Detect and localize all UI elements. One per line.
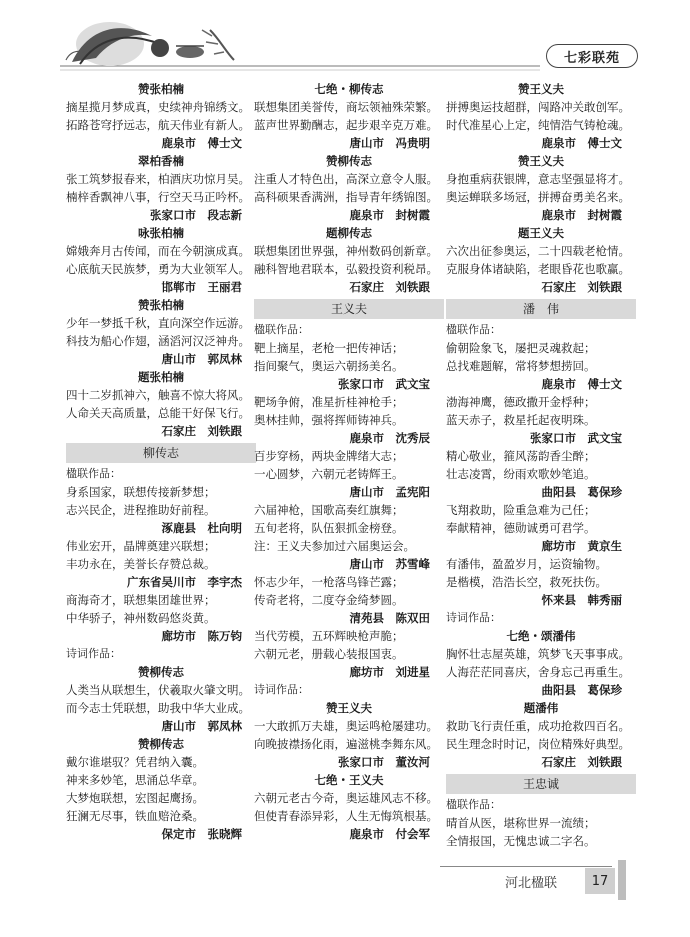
- text-line: 奥林挂帅，强将挥师铸神兵。: [254, 413, 404, 427]
- text-line: 百步穿杨，两块金牌绪大志；: [254, 449, 404, 463]
- text-line: 向晚披襟扬化雨，遍滋桃李舞东风。: [254, 737, 438, 751]
- text-line: 晴首从医，堪称世界一流绩；: [446, 816, 596, 830]
- poem-title: 赞张柏楠: [138, 82, 184, 96]
- text-line: 胸怀壮志屋英雄，筑梦飞天事事成。: [446, 647, 630, 661]
- section-title: 七彩联苑: [546, 44, 638, 68]
- text-line: 张工筑梦报春来，柏酒庆功惊月吴。: [66, 172, 250, 186]
- section-heading: 潘 伟: [446, 299, 636, 319]
- text-line: 六届神枪，国歌高奏红旗舞；: [254, 503, 404, 517]
- author-attribution: 石家庄 刘铁跟: [541, 755, 622, 769]
- poem-title: 赞张柏楠: [138, 298, 184, 312]
- text-line: 奥运蝉联多场冠，拼搏奋勇美名来。: [446, 190, 630, 204]
- text-line: 一心圆梦，六朝元老铸辉王。: [254, 467, 404, 481]
- text-line: 少年一梦抵千秋，直向深空作远游。: [66, 316, 250, 330]
- author-attribution: 石家庄 刘铁跟: [541, 280, 622, 294]
- text-line: 救助飞行责任重，成功抢救四百名。: [446, 719, 630, 733]
- author-attribution: 怀来县 韩秀丽: [541, 593, 622, 607]
- author-attribution: 张家口市 段志新: [150, 208, 242, 222]
- text-line: 怀志少年，一枪落鸟锋芒露；: [254, 575, 404, 589]
- author-attribution: 邯郸市 王丽君: [161, 280, 242, 294]
- text-line: 大梦炮联想，宏图起鹰扬。: [66, 791, 204, 805]
- poem-title: 题张柏楠: [138, 370, 184, 384]
- text-line: 壮志凌霄，纷雨欢歌妙笔追。: [446, 467, 596, 481]
- text-line: 民生理念时时记，岗位精殊好典型。: [446, 737, 630, 751]
- page-header: [0, 0, 690, 78]
- text-line: 拓路苍穹抒远志，航天伟业有新人。: [66, 118, 250, 132]
- author-attribution: 鹿泉市 封树霞: [349, 208, 430, 222]
- footer-rule: [440, 866, 612, 867]
- text-line: 总找难题解，常将梦想捞回。: [446, 359, 596, 373]
- author-attribution: 张家口市 武文宝: [530, 431, 622, 445]
- author-attribution: 唐山市 郭凤林: [161, 719, 242, 733]
- text-line: 而今志士凭联想，助我中华大业成。: [66, 701, 250, 715]
- author-attribution: 鹿泉市 傅士文: [161, 136, 242, 150]
- text-line: 有潘伟，盈盈岁月，运资输物。: [446, 557, 607, 571]
- text-line: 人海茫茫同喜庆，舍身忘己再重生。: [446, 665, 630, 679]
- text-line: 联想集团美誉传，商坛领袖殊荣繁。: [254, 100, 438, 114]
- page-number: 17: [585, 868, 615, 894]
- author-attribution: 鹿泉市 封树霞: [541, 208, 622, 222]
- text-line: 蓝天赤子，救星托起夜明珠。: [446, 413, 596, 427]
- text-line: 精心敬业，箍风荡韵香尘醉；: [446, 449, 596, 463]
- text-line: 但使青春添异彩，人生无悔筑根基。: [254, 809, 438, 823]
- text-line: 身系国家，联想传接新梦想；: [66, 485, 216, 499]
- text-line: 神来多妙笔，思涌总华章。: [66, 773, 204, 787]
- text-line: 六次出征参奥运，二十四载老枪情。: [446, 244, 630, 258]
- author-attribution: 张家口市 董汝河: [338, 755, 430, 769]
- text-line: 蓝声世界勤酬志，起步艰辛克万难。: [254, 118, 438, 132]
- author-attribution: 鹿泉市 付会军: [349, 827, 430, 841]
- poem-title: 七绝・柳传志: [314, 82, 384, 96]
- poem-title: 咏张柏楠: [138, 226, 184, 240]
- author-attribution: 廊坊市 陈万钧: [161, 629, 242, 643]
- text-line: 五旬老将，队伍狠抓金榜登。: [254, 521, 404, 535]
- author-attribution: 保定市 张晓辉: [161, 827, 242, 841]
- text-line: 六朝元老，册载心装报国衷。: [254, 647, 404, 661]
- author-attribution: 张家口市 武文宝: [338, 377, 430, 391]
- category-label: 楹联作品：: [66, 467, 121, 480]
- poem-title: 赞柳传志: [138, 737, 184, 751]
- author-attribution: 唐山市 孟宪阳: [349, 485, 430, 499]
- author-attribution: 曲阳县 葛保珍: [541, 683, 622, 697]
- page-edge-strip: [618, 860, 626, 900]
- poem-title: 赞王义夫: [518, 82, 564, 96]
- author-attribution: 唐山市 郭凤林: [161, 352, 242, 366]
- text-line: 身抱重病获银牌，意志坚强显将才。: [446, 172, 630, 186]
- magazine-name: 河北楹联: [505, 876, 558, 891]
- poem-title: 翠柏香楠: [138, 154, 184, 168]
- column-3: [446, 80, 636, 850]
- category-label: 诗词作品：: [66, 647, 121, 660]
- author-attribution: 唐山市 苏雪峰: [349, 557, 430, 571]
- author-attribution: 涿鹿县 杜向明: [161, 521, 242, 535]
- text-line: 科技为船心作翅，涵滔河汉泛神舟。: [66, 334, 250, 348]
- text-line: 楠梓香飘神八事，行空天马正吟杯。: [66, 190, 250, 204]
- text-line: 时代准星心上定，纯情浩气铸枪魂。: [446, 118, 630, 132]
- poem-title: 赞王义夫: [518, 154, 564, 168]
- text-line: 当代劳模，五环辉映枪声脆；: [254, 629, 404, 643]
- text-line: 伟业宏开，晶牌奠建兴联想；: [66, 539, 216, 553]
- text-line: 人命关天高质量，总能干好保飞行。: [66, 406, 250, 420]
- text-line: 一大敢抓万夫雄，奥运鸣枪屡建功。: [254, 719, 438, 733]
- author-attribution: 鹿泉市 沈秀辰: [349, 431, 430, 445]
- text-line: 注：王义夫参加过六届奥运会。: [254, 539, 415, 553]
- text-line: 嫦娥奔月古传闻，而在今朝演成真。: [66, 244, 250, 258]
- author-attribution: 广东省吴川市 李宇杰: [127, 575, 242, 589]
- author-attribution: 鹿泉市 傅士文: [541, 377, 622, 391]
- text-line: 摘星揽月梦成真，史续神舟锦绣文。: [66, 100, 250, 114]
- text-line: 狂澜无尽事，铁血赔沧桑。: [66, 809, 204, 823]
- author-attribution: 石家庄 刘铁跟: [161, 424, 242, 438]
- text-line: 融科智地君联本，弘毅投资利税昂。: [254, 262, 438, 276]
- text-line: 渤海神鹰，德政撒开金桴种；: [446, 395, 596, 409]
- text-line: 是楷模，浩浩长空，救死扶伤。: [446, 575, 607, 589]
- poem-title: 赞王义夫: [326, 701, 372, 715]
- text-line: 四十二岁抓神六，触喜不惊大将风。: [66, 388, 250, 402]
- poem-title: 题柳传志: [326, 226, 372, 240]
- text-line: 偷朝险象飞，屡把灵魂救起；: [446, 341, 596, 355]
- author-attribution: 廊坊市 黄京生: [541, 539, 622, 553]
- category-label: 楹联作品：: [446, 798, 501, 811]
- text-line: 高科硕果香满洲，指导青年绣锦图。: [254, 190, 438, 204]
- text-line: 人类当从联想生，伏羲取火肇文明。: [66, 683, 250, 697]
- author-attribution: 清苑县 陈双田: [349, 611, 430, 625]
- text-line: 志兴民企，进程推助好前程。: [66, 503, 216, 517]
- column-2: [254, 80, 444, 843]
- text-line: 心底航天民族梦，勇为大业领军人。: [66, 262, 250, 276]
- text-line: 指间聚气，奥运六朝扬美名。: [254, 359, 404, 373]
- poem-title: 题潘伟: [523, 701, 559, 715]
- category-label: 诗词作品：: [254, 683, 309, 696]
- category-label: 楹联作品：: [254, 323, 309, 336]
- author-attribution: 唐山市 冯贵明: [349, 136, 430, 150]
- text-line: 联想集团世界强，神州数码创新章。: [254, 244, 438, 258]
- text-line: 丰功永在，美誉长存赞总裁。: [66, 557, 216, 571]
- text-line: 中华骄子，神州数码悠炎黄。: [66, 611, 216, 625]
- column-1: [66, 80, 256, 843]
- text-line: 戴尔谁堪驭？凭君纳入囊。: [66, 755, 204, 769]
- author-attribution: 廊坊市 刘进星: [349, 665, 430, 679]
- text-line: 拼搏奥运技超群，闯路冲关敢创军。: [446, 100, 630, 114]
- text-line: 靶上摘星，老枪一把传神话；: [254, 341, 404, 355]
- text-line: 全情报国，无愧忠诚二字名。: [446, 834, 596, 848]
- text-line: 六朝元老古今奇，奥运雄风志不移。: [254, 791, 438, 805]
- text-line: 商海奇才，联想集团雄世界；: [66, 593, 216, 607]
- poem-title: 赞柳传志: [326, 154, 372, 168]
- text-line: 传奇老将，二度夺金绮梦圆。: [254, 593, 404, 607]
- author-attribution: 曲阳县 葛保珍: [541, 485, 622, 499]
- author-attribution: 鹿泉市 傅士文: [541, 136, 622, 150]
- category-label: 楹联作品：: [446, 323, 501, 336]
- text-line: 克服身体诸缺陷，老眼昏花也歌赢。: [446, 262, 630, 276]
- text-line: 注重人才特色出，高深立意令人服。: [254, 172, 438, 186]
- poem-title: 赞柳传志: [138, 665, 184, 679]
- text-line: 靶场争俯，准星折桂神枪手；: [254, 395, 404, 409]
- author-attribution: 石家庄 刘铁跟: [349, 280, 430, 294]
- section-heading: 王忠诚: [446, 774, 636, 794]
- section-heading: 王义夫: [254, 299, 444, 319]
- poem-title: 七绝・颂潘伟: [506, 629, 576, 643]
- text-line: 奉献精神，德勋诚勇可君学。: [446, 521, 596, 535]
- poem-title: 题王义夫: [518, 226, 564, 240]
- section-heading: 柳传志: [66, 443, 256, 463]
- category-label: 诗词作品：: [446, 611, 501, 624]
- text-line: 飞翔救助，险重急难为己任；: [446, 503, 596, 517]
- poem-title: 七绝・王义夫: [314, 773, 384, 787]
